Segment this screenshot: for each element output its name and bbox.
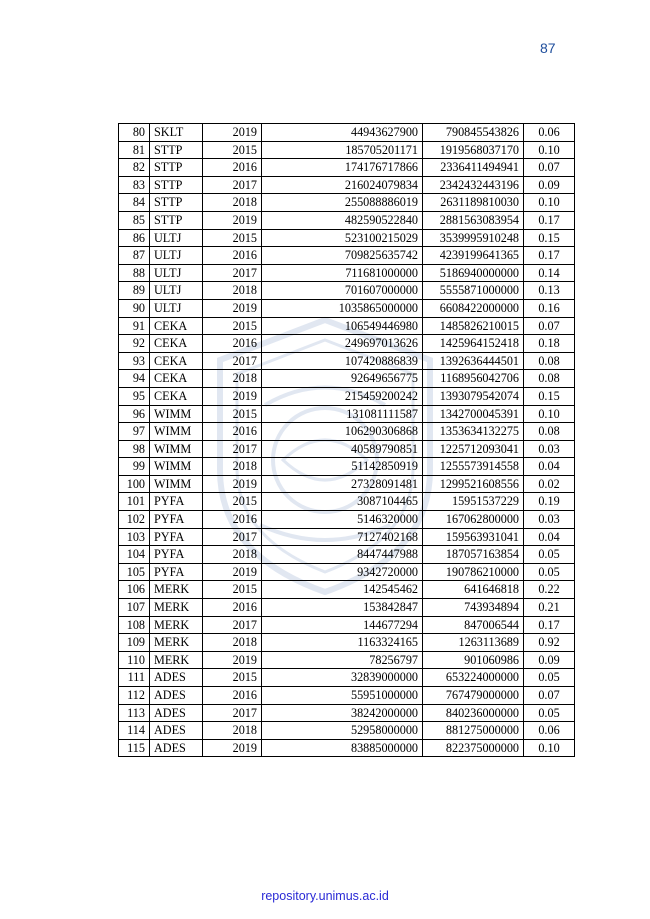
value-a-cell: 51142850919: [262, 458, 423, 476]
table-row: [119, 599, 575, 617]
value-a-cell: 255088886019: [262, 194, 423, 212]
row-number-cell: 82: [119, 159, 150, 177]
value-a-cell: 482590522840: [262, 211, 423, 229]
year-cell: 2018: [203, 370, 262, 388]
value-b-cell: 1299521608556: [423, 475, 524, 493]
value-a-cell: 32839000000: [262, 669, 423, 687]
company-code-cell: ADES: [150, 722, 203, 740]
value-a-cell: 153842847: [262, 599, 423, 617]
company-code-cell: MERK: [150, 651, 203, 669]
company-code-cell: PYFA: [150, 493, 203, 511]
value-a-cell: 216024079834: [262, 176, 423, 194]
value-b-cell: 881275000000: [423, 722, 524, 740]
table-row: [119, 211, 575, 229]
company-code-cell: WIMM: [150, 475, 203, 493]
company-code-cell: PYFA: [150, 528, 203, 546]
value-a-cell: 52958000000: [262, 722, 423, 740]
ratio-cell: 0.04: [524, 458, 575, 476]
value-a-cell: 27328091481: [262, 475, 423, 493]
value-b-cell: 1255573914558: [423, 458, 524, 476]
company-code-cell: ADES: [150, 739, 203, 757]
row-number-cell: 80: [119, 124, 150, 142]
value-a-cell: 8447447988: [262, 546, 423, 564]
ratio-cell: 0.08: [524, 370, 575, 388]
table-row: [119, 405, 575, 423]
table-row: [119, 370, 575, 388]
row-number-cell: 113: [119, 704, 150, 722]
year-cell: 2019: [203, 387, 262, 405]
value-a-cell: 106290306868: [262, 423, 423, 441]
company-code-cell: ADES: [150, 687, 203, 705]
row-number-cell: 99: [119, 458, 150, 476]
year-cell: 2016: [203, 687, 262, 705]
table-row: [119, 704, 575, 722]
value-b-cell: 743934894: [423, 599, 524, 617]
value-b-cell: 1485826210015: [423, 317, 524, 335]
year-cell: 2016: [203, 599, 262, 617]
row-number-cell: 97: [119, 423, 150, 441]
year-cell: 2019: [203, 124, 262, 142]
company-code-cell: STTP: [150, 141, 203, 159]
company-code-cell: CEKA: [150, 387, 203, 405]
row-number-cell: 101: [119, 493, 150, 511]
ratio-cell: 0.04: [524, 528, 575, 546]
value-a-cell: 1163324165: [262, 634, 423, 652]
year-cell: 2015: [203, 229, 262, 247]
value-b-cell: 6608422000000: [423, 299, 524, 317]
table-row: [119, 493, 575, 511]
ratio-cell: 0.19: [524, 493, 575, 511]
value-a-cell: 83885000000: [262, 739, 423, 757]
value-b-cell: 1393079542074: [423, 387, 524, 405]
year-cell: 2019: [203, 211, 262, 229]
year-cell: 2019: [203, 651, 262, 669]
company-code-cell: ULTJ: [150, 282, 203, 300]
row-number-cell: 114: [119, 722, 150, 740]
year-cell: 2018: [203, 634, 262, 652]
year-cell: 2017: [203, 264, 262, 282]
value-b-cell: 2342432443196: [423, 176, 524, 194]
value-b-cell: 1342700045391: [423, 405, 524, 423]
row-number-cell: 115: [119, 739, 150, 757]
table-row: [119, 423, 575, 441]
value-b-cell: 847006544: [423, 616, 524, 634]
value-b-cell: 1168956042706: [423, 370, 524, 388]
value-b-cell: 4239199641365: [423, 247, 524, 265]
ratio-cell: 0.15: [524, 387, 575, 405]
company-code-cell: ULTJ: [150, 229, 203, 247]
company-code-cell: MERK: [150, 634, 203, 652]
value-a-cell: 3087104465: [262, 493, 423, 511]
value-a-cell: 44943627900: [262, 124, 423, 142]
row-number-cell: 91: [119, 317, 150, 335]
row-number-cell: 107: [119, 599, 150, 617]
value-b-cell: 1263113689: [423, 634, 524, 652]
company-code-cell: PYFA: [150, 563, 203, 581]
year-cell: 2017: [203, 440, 262, 458]
year-cell: 2016: [203, 247, 262, 265]
company-code-cell: PYFA: [150, 511, 203, 529]
row-number-cell: 89: [119, 282, 150, 300]
row-number-cell: 83: [119, 176, 150, 194]
company-code-cell: STTP: [150, 159, 203, 177]
year-cell: 2015: [203, 141, 262, 159]
company-code-cell: WIMM: [150, 423, 203, 441]
value-b-cell: 767479000000: [423, 687, 524, 705]
year-cell: 2017: [203, 176, 262, 194]
table-row: [119, 124, 575, 142]
company-code-cell: PYFA: [150, 546, 203, 564]
table-row: [119, 264, 575, 282]
data-table: [118, 123, 575, 757]
value-a-cell: 215459200242: [262, 387, 423, 405]
row-number-cell: 102: [119, 511, 150, 529]
row-number-cell: 84: [119, 194, 150, 212]
value-b-cell: 822375000000: [423, 739, 524, 757]
ratio-cell: 0.22: [524, 581, 575, 599]
company-code-cell: MERK: [150, 581, 203, 599]
year-cell: 2015: [203, 669, 262, 687]
row-number-cell: 109: [119, 634, 150, 652]
value-a-cell: 1035865000000: [262, 299, 423, 317]
row-number-cell: 106: [119, 581, 150, 599]
ratio-cell: 0.21: [524, 599, 575, 617]
value-b-cell: 840236000000: [423, 704, 524, 722]
ratio-cell: 0.17: [524, 616, 575, 634]
table-row: [119, 440, 575, 458]
value-b-cell: 1353634132275: [423, 423, 524, 441]
year-cell: 2018: [203, 546, 262, 564]
table-row: [119, 669, 575, 687]
value-a-cell: 131081111587: [262, 405, 423, 423]
year-cell: 2016: [203, 335, 262, 353]
table-row: [119, 511, 575, 529]
row-number-cell: 96: [119, 405, 150, 423]
table-row: [119, 317, 575, 335]
table-row: [119, 229, 575, 247]
table-row: [119, 739, 575, 757]
table-row: [119, 563, 575, 581]
year-cell: 2019: [203, 299, 262, 317]
row-number-cell: 100: [119, 475, 150, 493]
table-row: [119, 299, 575, 317]
table-row: [119, 141, 575, 159]
value-b-cell: 2881563083954: [423, 211, 524, 229]
year-cell: 2016: [203, 511, 262, 529]
company-code-cell: STTP: [150, 176, 203, 194]
row-number-cell: 105: [119, 563, 150, 581]
company-code-cell: WIMM: [150, 440, 203, 458]
value-b-cell: 1392636444501: [423, 352, 524, 370]
row-number-cell: 110: [119, 651, 150, 669]
value-a-cell: 78256797: [262, 651, 423, 669]
ratio-cell: 0.08: [524, 352, 575, 370]
ratio-cell: 0.07: [524, 317, 575, 335]
value-a-cell: 55951000000: [262, 687, 423, 705]
value-a-cell: 107420886839: [262, 352, 423, 370]
table-row: [119, 176, 575, 194]
table-row: [119, 387, 575, 405]
value-b-cell: 187057163854: [423, 546, 524, 564]
table-row: [119, 352, 575, 370]
company-code-cell: STTP: [150, 194, 203, 212]
page-number: 87: [540, 40, 556, 56]
value-b-cell: 641646818: [423, 581, 524, 599]
ratio-cell: 0.05: [524, 669, 575, 687]
company-code-cell: SKLT: [150, 124, 203, 142]
year-cell: 2019: [203, 563, 262, 581]
value-b-cell: 653224000000: [423, 669, 524, 687]
ratio-cell: 0.13: [524, 282, 575, 300]
value-b-cell: 2631189810030: [423, 194, 524, 212]
value-a-cell: 9342720000: [262, 563, 423, 581]
ratio-cell: 0.10: [524, 194, 575, 212]
table-row: [119, 634, 575, 652]
year-cell: 2015: [203, 493, 262, 511]
row-number-cell: 90: [119, 299, 150, 317]
company-code-cell: ULTJ: [150, 264, 203, 282]
ratio-cell: 0.10: [524, 739, 575, 757]
year-cell: 2019: [203, 739, 262, 757]
row-number-cell: 92: [119, 335, 150, 353]
company-code-cell: ADES: [150, 669, 203, 687]
table-row: [119, 247, 575, 265]
table-row: [119, 458, 575, 476]
value-a-cell: 249697013626: [262, 335, 423, 353]
value-a-cell: 185705201171: [262, 141, 423, 159]
ratio-cell: 0.10: [524, 405, 575, 423]
table-row: [119, 194, 575, 212]
company-code-cell: ULTJ: [150, 299, 203, 317]
value-a-cell: 40589790851: [262, 440, 423, 458]
value-b-cell: 2336411494941: [423, 159, 524, 177]
value-b-cell: 190786210000: [423, 563, 524, 581]
company-code-cell: MERK: [150, 599, 203, 617]
ratio-cell: 0.03: [524, 511, 575, 529]
company-code-cell: CEKA: [150, 370, 203, 388]
table-row: [119, 722, 575, 740]
year-cell: 2018: [203, 458, 262, 476]
value-a-cell: 106549446980: [262, 317, 423, 335]
ratio-cell: 0.05: [524, 546, 575, 564]
row-number-cell: 81: [119, 141, 150, 159]
company-code-cell: CEKA: [150, 335, 203, 353]
table-row: [119, 581, 575, 599]
year-cell: 2016: [203, 423, 262, 441]
company-code-cell: WIMM: [150, 405, 203, 423]
value-a-cell: 711681000000: [262, 264, 423, 282]
value-b-cell: 167062800000: [423, 511, 524, 529]
row-number-cell: 98: [119, 440, 150, 458]
value-a-cell: 144677294: [262, 616, 423, 634]
ratio-cell: 0.14: [524, 264, 575, 282]
table-row: [119, 687, 575, 705]
value-b-cell: 1919568037170: [423, 141, 524, 159]
ratio-cell: 0.07: [524, 687, 575, 705]
year-cell: 2015: [203, 405, 262, 423]
ratio-cell: 0.06: [524, 722, 575, 740]
value-b-cell: 5186940000000: [423, 264, 524, 282]
company-code-cell: CEKA: [150, 352, 203, 370]
ratio-cell: 0.09: [524, 651, 575, 669]
year-cell: 2019: [203, 475, 262, 493]
ratio-cell: 0.16: [524, 299, 575, 317]
year-cell: 2015: [203, 317, 262, 335]
ratio-cell: 0.06: [524, 124, 575, 142]
value-b-cell: 3539995910248: [423, 229, 524, 247]
row-number-cell: 93: [119, 352, 150, 370]
ratio-cell: 0.03: [524, 440, 575, 458]
year-cell: 2018: [203, 194, 262, 212]
value-b-cell: 1225712093041: [423, 440, 524, 458]
value-b-cell: 5555871000000: [423, 282, 524, 300]
value-a-cell: 5146320000: [262, 511, 423, 529]
ratio-cell: 0.05: [524, 704, 575, 722]
row-number-cell: 85: [119, 211, 150, 229]
value-a-cell: 142545462: [262, 581, 423, 599]
row-number-cell: 87: [119, 247, 150, 265]
value-b-cell: 159563931041: [423, 528, 524, 546]
row-number-cell: 111: [119, 669, 150, 687]
value-b-cell: 15951537229: [423, 493, 524, 511]
row-number-cell: 86: [119, 229, 150, 247]
table-row: [119, 335, 575, 353]
table-row: [119, 528, 575, 546]
value-a-cell: 38242000000: [262, 704, 423, 722]
company-code-cell: CEKA: [150, 317, 203, 335]
row-number-cell: 95: [119, 387, 150, 405]
company-code-cell: ADES: [150, 704, 203, 722]
table-row: [119, 159, 575, 177]
ratio-cell: 0.02: [524, 475, 575, 493]
company-code-cell: ULTJ: [150, 247, 203, 265]
year-cell: 2017: [203, 352, 262, 370]
ratio-cell: 0.07: [524, 159, 575, 177]
table-row: [119, 475, 575, 493]
ratio-cell: 0.17: [524, 247, 575, 265]
table-row: [119, 282, 575, 300]
company-code-cell: STTP: [150, 211, 203, 229]
ratio-cell: 0.17: [524, 211, 575, 229]
year-cell: 2018: [203, 282, 262, 300]
year-cell: 2017: [203, 528, 262, 546]
row-number-cell: 94: [119, 370, 150, 388]
company-code-cell: WIMM: [150, 458, 203, 476]
table-row: [119, 546, 575, 564]
year-cell: 2015: [203, 581, 262, 599]
value-a-cell: 7127402168: [262, 528, 423, 546]
ratio-cell: 0.09: [524, 176, 575, 194]
value-b-cell: 790845543826: [423, 124, 524, 142]
value-a-cell: 701607000000: [262, 282, 423, 300]
value-b-cell: 1425964152418: [423, 335, 524, 353]
value-a-cell: 523100215029: [262, 229, 423, 247]
year-cell: 2017: [203, 704, 262, 722]
row-number-cell: 104: [119, 546, 150, 564]
table-row: [119, 651, 575, 669]
year-cell: 2018: [203, 722, 262, 740]
ratio-cell: 0.05: [524, 563, 575, 581]
ratio-cell: 0.08: [524, 423, 575, 441]
year-cell: 2016: [203, 159, 262, 177]
year-cell: 2017: [203, 616, 262, 634]
company-code-cell: MERK: [150, 616, 203, 634]
footer-repository-link[interactable]: repository.unimus.ac.id: [261, 889, 389, 903]
ratio-cell: 0.18: [524, 335, 575, 353]
ratio-cell: 0.92: [524, 634, 575, 652]
value-a-cell: 709825635742: [262, 247, 423, 265]
value-a-cell: 174176717866: [262, 159, 423, 177]
value-a-cell: 92649656775: [262, 370, 423, 388]
row-number-cell: 103: [119, 528, 150, 546]
ratio-cell: 0.10: [524, 141, 575, 159]
row-number-cell: 88: [119, 264, 150, 282]
row-number-cell: 112: [119, 687, 150, 705]
value-b-cell: 901060986: [423, 651, 524, 669]
row-number-cell: 108: [119, 616, 150, 634]
table-row: [119, 616, 575, 634]
ratio-cell: 0.15: [524, 229, 575, 247]
